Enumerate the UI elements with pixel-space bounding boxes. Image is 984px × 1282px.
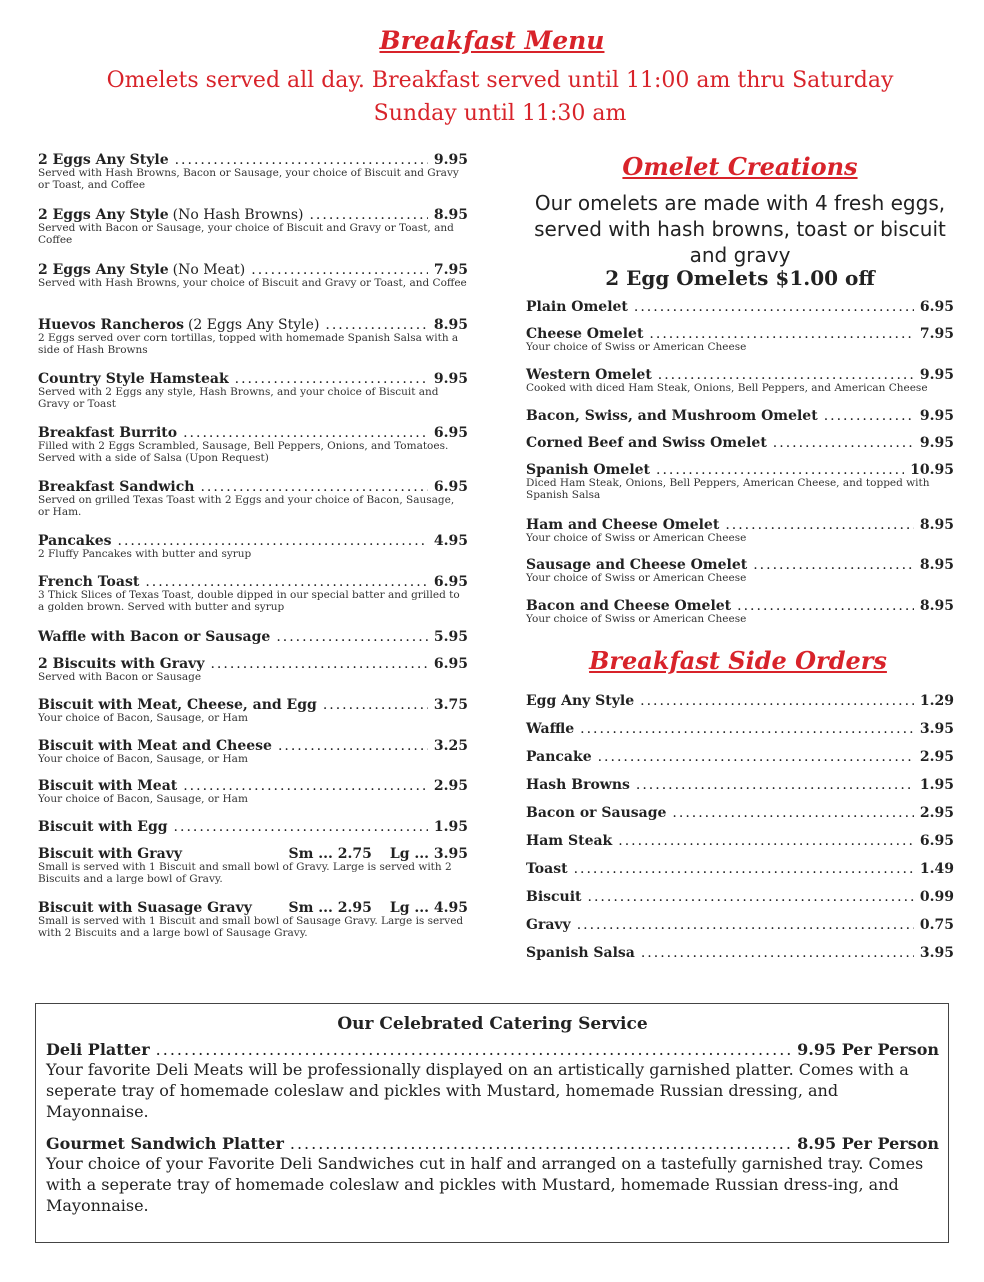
item-name: Biscuit with Gravy — [38, 846, 182, 862]
item-name: Waffle with Bacon or Sausage — [38, 629, 271, 645]
item-name: Egg Any Style — [526, 693, 635, 709]
item-price: 8.95 — [919, 598, 954, 614]
dot-leader — [290, 1134, 791, 1153]
item-row — [38, 574, 468, 590]
item-row — [38, 425, 468, 441]
dot-leader — [634, 299, 914, 315]
menu-item — [38, 207, 468, 246]
item-row — [526, 462, 954, 478]
dot-leader — [658, 367, 914, 383]
item-row — [526, 367, 954, 383]
item-name: Ham and Cheese Omelet — [526, 517, 720, 533]
item-description: Diced Ham Steak, Onions, Bell Peppers, American Cheese, and topped with Spanish Salsa — [526, 477, 930, 501]
item-name: Pancakes — [38, 533, 112, 549]
item-row — [526, 408, 954, 424]
dot-leader — [276, 629, 428, 645]
catering-title: Our Celebrated Catering Service — [337, 1014, 648, 1034]
menu-item — [526, 917, 954, 933]
item-row — [38, 152, 468, 168]
item-description: Filled with 2 Eggs Scrambled, Sausage, Bell Peppers, Onions, and Tomatoes. Served with a side of Salsa (Upon Request) — [38, 440, 449, 464]
item-row — [38, 533, 468, 549]
item-row — [526, 749, 954, 765]
menu-item — [38, 533, 468, 561]
item-name: 2 Eggs Any Style — [38, 262, 169, 278]
dot-leader — [210, 656, 427, 672]
small-price: Sm ... 2.95 — [288, 900, 372, 916]
menu-item — [38, 152, 468, 191]
item-price: 6.95 — [919, 299, 954, 315]
item-name: 2 Biscuits with Gravy — [38, 656, 205, 672]
item-row — [38, 262, 468, 278]
menu-item — [526, 805, 954, 821]
item-name: Corned Beef and Swiss Omelet — [526, 435, 767, 451]
item-price: 3.95 — [919, 721, 954, 737]
item-price: 9.95 — [919, 408, 954, 424]
item-name: Gravy — [526, 917, 571, 933]
item-row — [38, 900, 468, 916]
menu-item — [38, 574, 468, 613]
menu-item — [38, 262, 468, 290]
item-price: 6.95 — [433, 574, 468, 590]
item-price: 4.95 — [433, 533, 468, 549]
catering-item-description: Your choice of your Favorite Deli Sandwiches cut in half and arranged on a tastefully garnished tray. Comes with a seperate tray of homemade coleslaw and pickles with Mustard, homemade Russian dress-ing, and Mayonnaise. — [46, 1154, 924, 1215]
menu-item — [38, 425, 468, 464]
item-name: Breakfast Burrito — [38, 425, 178, 441]
item-name: Bacon, Swiss, and Mushroom Omelet — [526, 408, 818, 424]
hours-line-2: Sunday until 11:30 am — [373, 101, 627, 126]
dot-leader — [672, 805, 913, 821]
item-row — [526, 435, 954, 451]
item-row — [526, 299, 954, 315]
menu-item — [526, 833, 954, 849]
item-name: 2 Eggs Any Style — [38, 152, 169, 168]
menu-item — [526, 299, 954, 315]
item-name: Biscuit with Meat, Cheese, and Egg — [38, 697, 317, 713]
item-price: 3.25 — [433, 738, 468, 754]
item-description: Your choice of Bacon, Sausage, or Ham — [38, 793, 248, 805]
dot-leader — [641, 945, 914, 961]
item-row — [526, 326, 954, 342]
item-price: 10.95 — [910, 462, 954, 478]
item-price: 2.95 — [919, 749, 954, 765]
item-row — [526, 598, 954, 614]
menu-item — [526, 326, 954, 354]
catering-item-row — [46, 1134, 939, 1153]
menu-item — [526, 721, 954, 737]
item-name: Breakfast Sandwich — [38, 479, 195, 495]
item-name: Spanish Omelet — [526, 462, 651, 478]
item-name: Biscuit with Egg — [38, 819, 168, 835]
dot-leader — [636, 777, 914, 793]
hours-line-1: Omelets served all day. Breakfast served until 11:00 am thru Saturday — [106, 68, 894, 93]
item-note: (No Hash Browns) — [172, 207, 304, 223]
catering-item-name: Deli Platter — [46, 1040, 150, 1059]
item-row — [526, 693, 954, 709]
menu-item — [526, 557, 954, 585]
item-description: Small is served with 1 Biscuit and small bowl of Gravy. Large is served with 2 Biscuits and a large bowl of Gravy. — [38, 861, 452, 885]
item-price: 2.95 — [919, 805, 954, 821]
dot-leader — [156, 1040, 792, 1059]
item-row — [526, 805, 954, 821]
dot-leader — [278, 738, 428, 754]
item-price: 5.95 — [433, 629, 468, 645]
dot-leader — [773, 435, 914, 451]
item-description: Served with Hash Browns, Bacon or Sausage, your choice of Biscuit and Gravy or Toast, and Coffee — [38, 167, 459, 191]
dot-leader — [656, 462, 904, 478]
menu-item — [526, 861, 954, 877]
item-row — [526, 861, 954, 877]
item-name: Bacon and Cheese Omelet — [526, 598, 732, 614]
menu-item — [38, 846, 468, 885]
menu-item — [526, 777, 954, 793]
menu-item — [526, 749, 954, 765]
menu-item — [38, 371, 468, 410]
item-name: Hash Browns — [526, 777, 630, 793]
item-note: (2 Eggs Any Style) — [187, 317, 320, 333]
dot-leader — [725, 517, 914, 533]
item-price: 3.95 — [919, 945, 954, 961]
item-name: Waffle — [526, 721, 575, 737]
item-price: 8.95 — [919, 517, 954, 533]
menu-item — [38, 697, 468, 725]
omelet-intro: Our omelets are made with 4 fresh eggs, served with hash browns, toast or biscuit and gravy — [534, 191, 946, 267]
item-description: Served with Hash Browns, your choice of Biscuit and Gravy or Toast, and Coffee — [38, 277, 467, 289]
item-description: Your choice of Swiss or American Cheese — [526, 572, 747, 584]
item-description: Served with Bacon or Sausage — [38, 671, 202, 683]
catering-item-price: 9.95 Per Person — [797, 1040, 939, 1059]
item-price: 7.95 — [433, 262, 468, 278]
item-price: 6.95 — [433, 656, 468, 672]
item-price: 8.95 — [919, 557, 954, 573]
item-price: 1.95 — [433, 819, 468, 835]
item-name: Biscuit with Meat and Cheese — [38, 738, 272, 754]
dot-leader — [175, 152, 428, 168]
item-price: 8.95 — [433, 207, 468, 223]
catering-box — [35, 1003, 949, 1243]
menu-item — [38, 900, 468, 939]
item-name: Huevos Rancheros — [38, 317, 184, 333]
catering-item-name: Gourmet Sandwich Platter — [46, 1134, 284, 1153]
item-name: Biscuit — [526, 889, 582, 905]
item-name: Western Omelet — [526, 367, 652, 383]
item-name: French Toast — [38, 574, 140, 590]
menu-item — [38, 819, 468, 835]
menu-item — [526, 435, 954, 451]
item-price: 1.29 — [919, 693, 954, 709]
item-price: 9.95 — [433, 152, 468, 168]
item-note: (No Meat) — [172, 262, 246, 278]
menu-item — [526, 367, 954, 395]
item-name: Bacon or Sausage — [526, 805, 667, 821]
dot-leader — [200, 479, 427, 495]
catering-item-row — [46, 1040, 939, 1059]
item-name: Plain Omelet — [526, 299, 628, 315]
catering-item-price: 8.95 Per Person — [797, 1134, 939, 1153]
item-row — [38, 629, 468, 645]
catering-item-description: Your favorite Deli Meats will be professionally displayed on an artistically garnished platter. Comes with a seperate tray of homemade coleslaw and pickles with Mustard, homemade Russian dressing, and Mayonnaise. — [46, 1060, 909, 1121]
dot-leader — [753, 557, 914, 573]
item-price: 2.95 — [433, 778, 468, 794]
item-description: 2 Fluffy Pancakes with butter and syrup — [38, 548, 252, 560]
dot-leader — [323, 697, 428, 713]
item-name: Sausage and Cheese Omelet — [526, 557, 748, 573]
item-row — [38, 819, 468, 835]
dot-leader — [640, 693, 914, 709]
small-price: Sm ... 2.75 — [288, 846, 372, 862]
item-row — [526, 777, 954, 793]
dot-leader — [580, 721, 914, 737]
menu-item — [38, 778, 468, 806]
item-price: 0.75 — [919, 917, 954, 933]
item-name: Country Style Hamsteak — [38, 371, 229, 387]
omelet-section-title: Omelet Creations — [622, 152, 858, 181]
item-name: Biscuit with Suasage Gravy — [38, 900, 252, 916]
item-row — [526, 833, 954, 849]
dot-leader — [325, 317, 427, 333]
item-row — [526, 917, 954, 933]
item-description: Small is served with 1 Biscuit and small bowl of Sausage Gravy. Large is served with 2 Biscuits and a large bowl of Sausage Gravy. — [38, 915, 464, 939]
item-row — [526, 945, 954, 961]
item-price: 6.95 — [433, 425, 468, 441]
menu-item — [38, 479, 468, 518]
item-name: Biscuit with Meat — [38, 778, 178, 794]
dot-leader — [251, 262, 428, 278]
item-description: Cooked with diced Ham Steak, Onions, Bell Peppers, and American Cheese — [526, 382, 928, 394]
item-description: 3 Thick Slices of Texas Toast, double dipped in our special batter and grilled to a golden brown. Served with butter and syrup — [38, 589, 460, 613]
menu-item — [38, 629, 468, 645]
dot-leader — [577, 917, 914, 933]
item-name: Pancake — [526, 749, 592, 765]
large-price: Lg ... 3.95 — [389, 846, 468, 862]
item-description: Your choice of Swiss or American Cheese — [526, 532, 747, 544]
item-row — [38, 207, 468, 223]
item-name: Cheese Omelet — [526, 326, 644, 342]
item-row — [526, 721, 954, 737]
item-description: Your choice of Bacon, Sausage, or Ham — [38, 712, 248, 724]
menu-item — [526, 945, 954, 961]
item-row — [38, 778, 468, 794]
dot-leader — [574, 861, 914, 877]
dot-leader — [598, 749, 914, 765]
menu-title: Breakfast Menu — [379, 26, 605, 55]
menu-item — [526, 462, 954, 501]
omelet-offer: 2 Egg Omelets $1.00 off — [605, 266, 875, 290]
item-price: 8.95 — [433, 317, 468, 333]
menu-item — [38, 317, 468, 356]
dot-leader — [145, 574, 428, 590]
menu-item — [38, 656, 468, 684]
large-price: Lg ... 4.95 — [389, 900, 468, 916]
item-price: 1.49 — [919, 861, 954, 877]
item-row — [38, 479, 468, 495]
menu-item — [526, 517, 954, 545]
item-price: 9.95 — [919, 435, 954, 451]
item-price: 9.95 — [919, 367, 954, 383]
dot-leader — [183, 778, 428, 794]
dot-leader — [737, 598, 914, 614]
dot-leader — [649, 326, 913, 342]
menu-item — [526, 598, 954, 626]
item-row — [38, 656, 468, 672]
item-price: 7.95 — [919, 326, 954, 342]
item-description: Your choice of Bacon, Sausage, or Ham — [38, 753, 248, 765]
item-price: 6.95 — [919, 833, 954, 849]
item-row — [38, 738, 468, 754]
item-row — [38, 371, 468, 387]
item-name: 2 Eggs Any Style — [38, 207, 169, 223]
dot-leader — [588, 889, 914, 905]
item-row — [526, 557, 954, 573]
item-row — [38, 846, 468, 862]
dot-leader — [174, 819, 428, 835]
item-name: Ham Steak — [526, 833, 613, 849]
item-name: Spanish Salsa — [526, 945, 635, 961]
item-description: Served on grilled Texas Toast with 2 Eggs and your choice of Bacon, Sausage, or Ham. — [38, 494, 455, 518]
item-price: 6.95 — [433, 479, 468, 495]
item-description: 2 Eggs served over corn tortillas, topped with homemade Spanish Salsa with a side of Hash Browns — [38, 332, 459, 356]
dot-leader — [618, 833, 914, 849]
item-price: 3.75 — [433, 697, 468, 713]
dot-leader — [824, 408, 914, 424]
item-name: Toast — [526, 861, 568, 877]
item-description: Served with 2 Eggs any style, Hash Browns, and your choice of Biscuit and Gravy or Toast — [38, 386, 439, 410]
item-description: Your choice of Swiss or American Cheese — [526, 341, 747, 353]
menu-item — [526, 408, 954, 424]
menu-item — [526, 693, 954, 709]
menu-item — [38, 738, 468, 766]
dot-leader — [309, 207, 427, 223]
item-description: Served with Bacon or Sausage, your choice of Biscuit and Gravy or Toast, and Coffee — [38, 222, 454, 246]
dot-leader — [118, 533, 428, 549]
item-price: 0.99 — [919, 889, 954, 905]
item-description: Your choice of Swiss or American Cheese — [526, 613, 747, 625]
dot-leader — [183, 425, 428, 441]
item-row — [38, 317, 468, 333]
sides-section-title: Breakfast Side Orders — [589, 646, 887, 675]
item-price: 9.95 — [433, 371, 468, 387]
item-price: 1.95 — [919, 777, 954, 793]
item-row — [38, 697, 468, 713]
menu-item — [526, 889, 954, 905]
item-row — [526, 889, 954, 905]
item-row — [526, 517, 954, 533]
dot-leader — [235, 371, 428, 387]
